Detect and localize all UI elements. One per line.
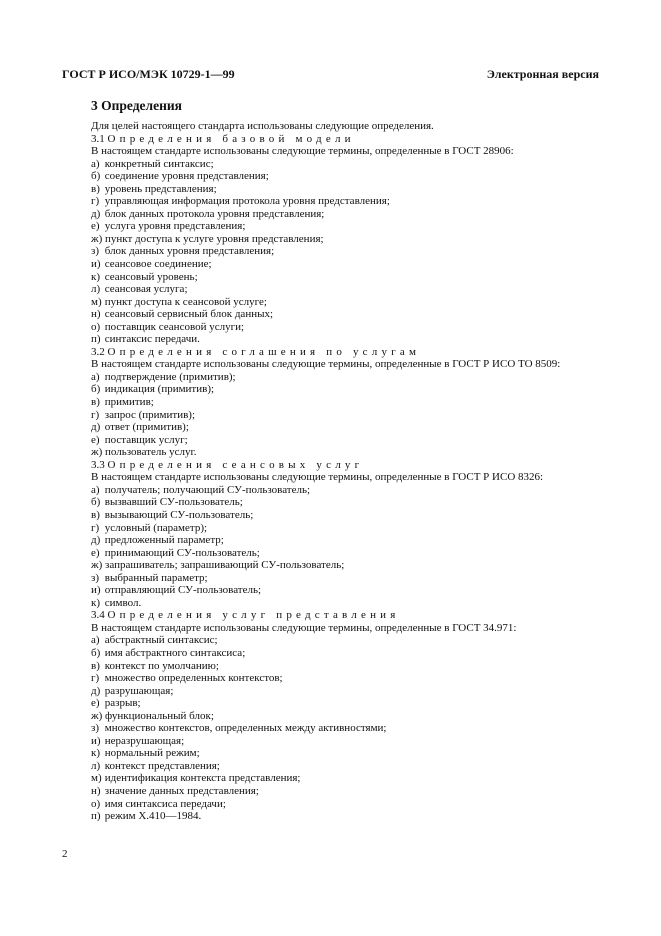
subsection-intro: В настоящем стандарте использованы следующие термины, определенные в ГОСТ Р ИСО ТО 8509: [91, 358, 561, 371]
list-item-text: условный (параметр); [104, 521, 208, 534]
list-item [91, 371, 599, 384]
subsection-intro: В настоящем стандарте использованы следующие термины, определенные в ГОСТ 34.971: [91, 621, 517, 634]
list-item-text: услуга уровня представления; [104, 220, 246, 233]
list-item [91, 747, 599, 760]
list-item-letter: м) [91, 295, 102, 308]
list-item [91, 271, 599, 284]
list-item-text: контекст представления; [104, 759, 220, 772]
list-item-letter: а) [91, 634, 100, 647]
list-item-text: пункт доступа к сеансовой услуге; [104, 295, 267, 308]
list-item-letter: г) [91, 672, 100, 685]
subsection-heading [91, 346, 599, 359]
list-item-text: вызвавший СУ-пользователь; [104, 496, 243, 509]
list-item [91, 258, 599, 271]
subsection-heading [91, 133, 599, 146]
list-item-letter: к) [91, 270, 101, 283]
list-item-letter: н) [91, 784, 101, 797]
list-item-text: множество контекстов, определенных между активностями; [104, 722, 387, 735]
list-item [91, 572, 599, 585]
list-item-text: запрашиватель; запрашивающий СУ-пользователь; [105, 559, 345, 572]
list-item-text: предложенный параметр; [104, 534, 224, 547]
list-item-letter: д) [91, 207, 101, 220]
list-item-letter: п) [91, 810, 101, 823]
list-item [91, 484, 599, 497]
list-item [91, 308, 599, 321]
list-item-letter: ж) [91, 709, 103, 722]
subsection-heading [91, 609, 599, 622]
list-item-text: идентификация контекста представления; [104, 772, 301, 785]
list-item-letter: к) [91, 596, 101, 609]
list-item-text: примитив; [104, 396, 154, 409]
subsection-number: 3.1 [91, 132, 105, 145]
list-item [91, 798, 599, 811]
list-item-text: нормальный режим; [104, 747, 200, 760]
list-item [91, 647, 599, 660]
list-item-letter: л) [91, 283, 101, 296]
list-item [91, 383, 599, 396]
list-item [91, 785, 599, 798]
list-item-letter: о) [91, 320, 101, 333]
subsection-number: 3.4 [91, 609, 105, 622]
list-item-letter: б) [91, 383, 101, 396]
list-item-text: синтаксис передачи. [104, 333, 200, 346]
list-item-letter: е) [91, 433, 100, 446]
list-item-text: вызывающий СУ-пользователь; [104, 508, 254, 521]
list-item-letter: е) [91, 697, 100, 710]
list-item-text: отправляющий СУ-пользователь; [104, 584, 262, 597]
list-item-text: имя синтаксиса передачи; [104, 797, 226, 810]
list-item-letter: и) [91, 258, 101, 271]
list-item-text: имя абстрактного синтаксиса; [104, 646, 246, 659]
list-item-letter: з) [91, 245, 100, 258]
list-item-letter: н) [91, 308, 101, 321]
list-item-letter: г) [91, 408, 100, 421]
list-item [91, 534, 599, 547]
list-item-text: принимающий СУ-пользователь; [104, 546, 260, 559]
list-item-text: абстрактный синтаксис; [104, 634, 218, 647]
subsection-title: Определения сеансовых услуг [107, 458, 364, 471]
list-item-letter: в) [91, 659, 100, 672]
list-item-text: значение данных представления; [104, 784, 259, 797]
list-item-text: получатель; получающий СУ-пользователь; [104, 483, 311, 496]
page-header [62, 67, 599, 82]
list-item [91, 170, 599, 183]
subsection-intro: В настоящем стандарте использованы следующие термины, определенные в ГОСТ 28906: [91, 145, 514, 158]
list-item [91, 195, 599, 208]
list-item [91, 760, 599, 773]
subsection-title: Определения соглашения по услугам [107, 345, 421, 358]
list-item-letter: в) [91, 182, 100, 195]
version-label: Электронная версия [486, 67, 599, 81]
list-item-text: пользователь услуг. [105, 446, 197, 459]
list-item-letter: а) [91, 370, 100, 383]
subsection-number: 3.2 [91, 345, 105, 358]
list-item [91, 158, 599, 171]
subsection-title: Определения базовой модели [107, 132, 355, 145]
list-item-letter: ж) [91, 559, 103, 572]
list-item-letter: м) [91, 772, 102, 785]
list-item [91, 208, 599, 221]
list-item-text: запрос (примитив); [104, 408, 196, 421]
list-item-letter: г) [91, 195, 100, 208]
list-item-text: множество определенных контекстов; [104, 672, 283, 685]
list-item-letter: д) [91, 684, 101, 697]
list-item [91, 409, 599, 422]
list-item [91, 434, 599, 447]
list-item [91, 283, 599, 296]
list-item-letter: ж) [91, 232, 103, 245]
subsection-heading [91, 459, 599, 472]
list-item [91, 421, 599, 434]
section-title: 3 Определения [91, 98, 182, 113]
list-item-text: пункт доступа к услуге уровня представления; [105, 232, 324, 245]
list-item [91, 772, 599, 785]
list-item [91, 446, 599, 459]
document-body [91, 120, 599, 823]
list-item-letter: з) [91, 571, 100, 584]
list-item-text: функциональный блок; [105, 709, 214, 722]
list-item [91, 333, 599, 346]
list-item-letter: б) [91, 170, 101, 183]
list-item-letter: е) [91, 546, 100, 559]
page-number: 2 [62, 848, 68, 860]
list-item-text: блок данных уровня представления; [104, 245, 275, 258]
list-item [91, 634, 599, 647]
list-item [91, 245, 599, 258]
list-item-letter: в) [91, 508, 100, 521]
list-item-text: контекст по умолчанию; [104, 659, 219, 672]
list-item [91, 396, 599, 409]
section-intro: Для целей настоящего стандарта использованы следующие определения. [91, 120, 434, 132]
list-item [91, 697, 599, 710]
list-item-text: поставщик услуг; [104, 433, 188, 446]
list-item [91, 810, 599, 823]
list-item [91, 722, 599, 735]
list-item [91, 559, 599, 572]
list-item-letter: в) [91, 396, 100, 409]
list-item [91, 597, 599, 610]
list-item-letter: д) [91, 421, 101, 434]
list-item-text: индикация (примитив); [104, 383, 215, 396]
list-item [91, 183, 599, 196]
list-item-letter: и) [91, 734, 101, 747]
list-item [91, 321, 599, 334]
subsection-intro: В настоящем стандарте использованы следующие термины, определенные в ГОСТ Р ИСО 8326: [91, 471, 544, 484]
list-item [91, 685, 599, 698]
list-item [91, 522, 599, 535]
list-item-letter: и) [91, 584, 101, 597]
list-item-text: разрушающая; [104, 684, 174, 697]
subsection-number: 3.3 [91, 458, 105, 471]
list-item-text: соединение уровня представления; [104, 170, 269, 183]
list-item [91, 496, 599, 509]
list-item [91, 220, 599, 233]
list-item-text: управляющая информация протокола уровня представления; [104, 195, 390, 208]
subsection-title: Определения услуг представления [107, 609, 400, 622]
list-item [91, 509, 599, 522]
standard-code: ГОСТ Р ИСО/МЭК 10729-1—99 [62, 67, 235, 81]
list-item [91, 296, 599, 309]
list-item-text: сеансовый уровень; [104, 270, 198, 283]
list-item-text: конкретный синтаксис; [104, 157, 214, 170]
list-item-text: разрыв; [104, 697, 141, 710]
list-item-letter: а) [91, 157, 100, 170]
list-item-letter: а) [91, 483, 100, 496]
list-item-letter: п) [91, 333, 101, 346]
list-item-text: выбранный параметр; [104, 571, 208, 584]
list-item [91, 710, 599, 723]
list-item-text: сеансовое соединение; [104, 258, 212, 271]
list-item-text: подтверждение (примитив); [104, 370, 236, 383]
list-item-text: сеансовая услуга; [104, 283, 188, 296]
list-item-letter: ж) [91, 446, 103, 459]
list-item-letter: г) [91, 521, 100, 534]
list-item-text: неразрушающая; [104, 734, 185, 747]
list-item-letter: о) [91, 797, 101, 810]
list-item-letter: л) [91, 759, 101, 772]
list-item [91, 547, 599, 560]
list-item [91, 735, 599, 748]
list-item [91, 233, 599, 246]
list-item-letter: б) [91, 496, 101, 509]
list-item-text: поставщик сеансовой услуги; [104, 320, 245, 333]
list-item-letter: з) [91, 722, 100, 735]
list-item-text: уровень представления; [104, 182, 217, 195]
list-item-letter: б) [91, 646, 101, 659]
list-item-letter: д) [91, 534, 101, 547]
list-item [91, 584, 599, 597]
list-item-letter: е) [91, 220, 100, 233]
list-item-text: блок данных протокола уровня представления; [104, 207, 325, 220]
list-item [91, 660, 599, 673]
list-item [91, 672, 599, 685]
list-item-text: ответ (примитив); [104, 421, 189, 434]
list-item-text: режим Х.410—1984. [104, 810, 202, 823]
list-item-text: символ. [104, 596, 142, 609]
list-item-letter: к) [91, 747, 101, 760]
list-item-text: сеансовый сервисный блок данных; [104, 308, 274, 321]
